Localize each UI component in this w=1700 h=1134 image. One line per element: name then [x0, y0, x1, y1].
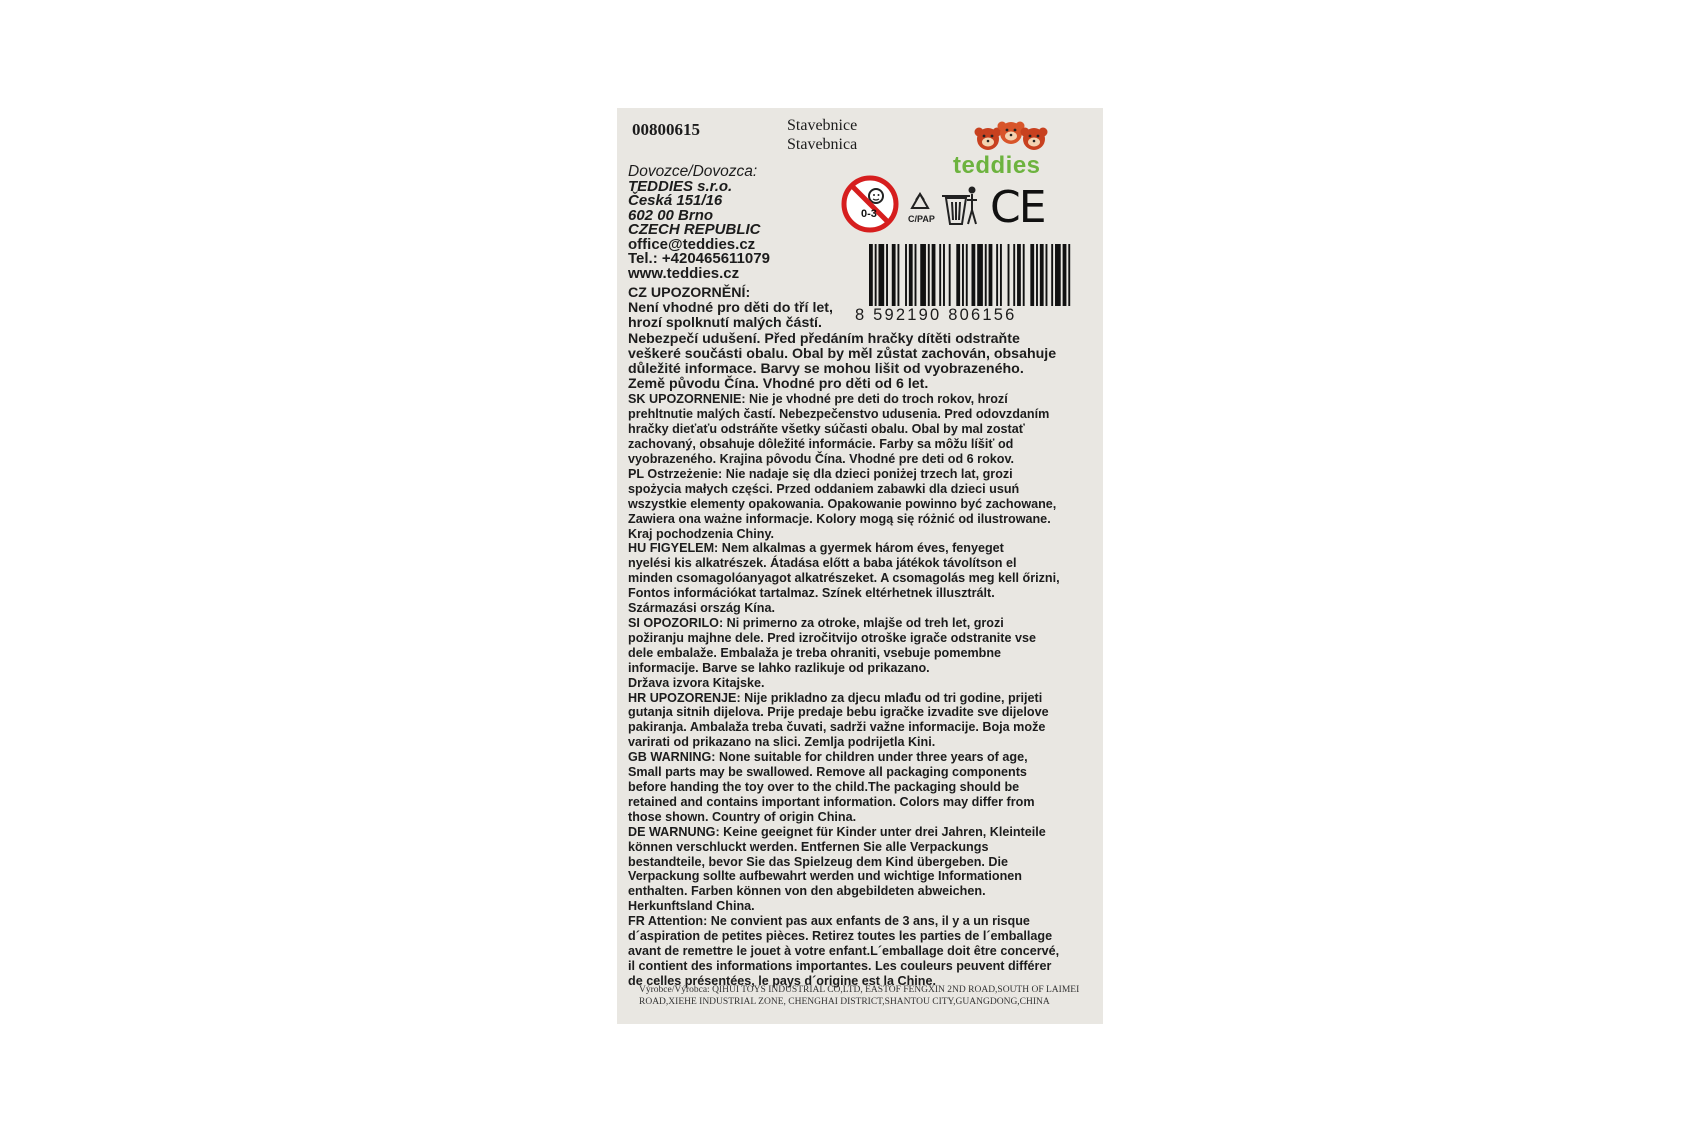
warning-line: Zawiera ona ważne informacje. Kolory mogą się różnić od ilustrowane.	[628, 511, 1051, 526]
importer-block	[628, 165, 770, 281]
warning-line: wszystkie elementy opakowania. Opakowanie powinno być zachowane,	[628, 496, 1057, 511]
warning-line: Nebezpečí udušení. Před předáním hračky dítěti odstraňte	[628, 330, 1020, 347]
product-names	[787, 116, 857, 154]
importer-phone: Tel.: +420465611079	[628, 250, 770, 267]
warning-line: CZ UPOZORNĚNÍ:	[628, 285, 751, 301]
barcode-number: 8 592190 806156	[855, 306, 1017, 324]
warning-line: Herkunftsland China.	[628, 899, 755, 914]
waste-bin-icon	[942, 188, 977, 225]
warning-line: vyobrazeného. Krajina pôvodu Čína. Vhodné pre deti od 6 rokov.	[628, 452, 1015, 467]
warning-line: Není vhodné pro děti do tří let,	[628, 300, 833, 317]
warning-cz-header	[628, 286, 864, 332]
warning-line: důležité informace. Barvy se mohou lišit od vyobrazeného.	[628, 361, 1024, 378]
warning-other-languages	[628, 392, 1098, 988]
importer-city: 602 00 Brno	[628, 206, 714, 224]
warning-line: Small parts may be swallowed. Remove all packaging components	[628, 765, 1027, 780]
brand-name: teddies	[953, 152, 1041, 179]
warning-line: prehltnutie malých častí. Nebezpečenstvo udusenia. Pred odovzdaním	[628, 407, 1050, 422]
warning-line: Država izvora Kitajske.	[628, 675, 765, 690]
warning-line: FR Attention: Ne convient pas aux enfants de 3 ans, il y a un risque	[628, 914, 1030, 929]
warnings-block	[628, 286, 1098, 989]
warning-line: enthalten. Farben können von den abgebildeten abweichen.	[628, 884, 986, 899]
product-code: 00800615	[632, 120, 700, 139]
warning-line: pakiranja. Ambalaža treba čuvati, sadrži važne informacije. Boja može	[628, 720, 1046, 735]
warning-line: hračky dieťaťu odstráňte všetky súčasti obalu. Obal by mal zostať	[628, 422, 1025, 437]
manufacturer-line-1: Výrobce/Výrobca: QIHUI TOYS INDUSTRIAL CO,LTD, EASTOF FENGXIN 2ND ROAD,SOUTH OF LAIMEI	[639, 985, 1080, 995]
warning-line: d´aspiration de petites pièces. Retirez toutes les parties de l´emballage	[628, 929, 1053, 944]
warning-line: retained and contains important information. Colors may differ from	[628, 794, 1035, 809]
warning-line: those shown. Country of origin China.	[628, 809, 857, 824]
warning-line: before handing the toy over to the child.The packaging should be	[628, 779, 1020, 794]
warning-line: zachovaný, obsahuje dôležité informácie. Farby sa môžu líšiť od	[628, 437, 1014, 452]
importer-email: office@teddies.cz	[628, 235, 756, 253]
warning-line: DE WARNUNG: Keine geeignet für Kinder unter drei Jahren, Kleinteile	[628, 824, 1046, 839]
warning-line: dele embalaže. Embalaža je treba ohraniti, vsebuje pomembne	[628, 645, 1002, 660]
warning-line: Země původu Čína. Vhodné pro děti od 6 let.	[628, 376, 929, 393]
warning-line: de celles présentées, le pays d´origine est la Chine.	[628, 973, 936, 988]
safety-symbols	[840, 174, 1080, 238]
warning-line: Fontos információkat tartalmaz. Színek eltérhetnek illusztrált.	[628, 586, 995, 601]
importer-web: www.teddies.cz	[628, 264, 740, 282]
warning-line: Kraj pochodzenia Chiny.	[628, 526, 775, 541]
warning-line: spożycia małych części. Przed oddaniem zabawki dla dzieci usuń	[628, 481, 1020, 496]
importer-company: TEDDIES s.r.o.	[628, 177, 733, 195]
warning-line: PL Ostrzeżenie: Nie nadaje się dla dzieci poniżej trzech lat, grozi	[628, 466, 1013, 481]
recycle-label: C/PAP	[908, 214, 935, 224]
importer-street: Česká 151/16	[628, 192, 723, 209]
warning-line: Verpackung sollte aufbewahrt werden und wichtige Informationen	[628, 869, 1022, 884]
warning-line: HU FIGYELEM: Nem alkalmas a gyermek három éves, fenyeget	[628, 541, 1004, 556]
manufacturer-block	[639, 984, 1079, 1008]
warning-line: Származási ország Kína.	[628, 601, 775, 616]
warning-line: GB WARNING: None suitable for children under three years of age,	[628, 750, 1028, 765]
warning-line: können verschluckt werden. Entfernen Sie alle Verpackungs	[628, 839, 989, 854]
warning-line: gutanja sitnih dijelova. Prije predaje bebu igračke izvadite sve dijelove	[628, 705, 1049, 720]
age-warning-icon	[844, 178, 896, 230]
recycle-icon	[912, 194, 928, 208]
warning-line: SI OPOZORILO: Ni primerno za otroke, mlajše od treh let, grozi	[628, 616, 1004, 631]
manufacturer-line-2: ROAD,XIEHE INDUSTRIAL ZONE, CHENGHAI DISTRICT,SHANTOU CITY,GUANGDONG,CHINA	[639, 997, 1050, 1007]
warning-line: informacije. Barve se lahko razlikuje od prikazano.	[628, 660, 930, 675]
warning-line: avant de remettre le jouet à votre enfant.L´emballage doit être concervé,	[628, 943, 1060, 958]
warning-line: veškeré součásti obalu. Obal by měl zůstat zachován, obsahuje	[628, 345, 1057, 362]
warning-cz-body	[628, 332, 1098, 393]
product-label	[617, 108, 1103, 1024]
warning-line: varirati od prikazano na slici. Zemlja podrijetla Kini.	[628, 735, 936, 750]
warning-line: požiranju majhne dele. Pred izročitvijo otroške igrače odstranite vse	[628, 630, 1037, 645]
warning-line: bestandteile, bevor Sie das Spielzeug dem Kind übergeben. Die	[628, 854, 1009, 869]
warning-line: nyelési kis alkatrészek. Átadása előtt a baba játékok távolítson el	[628, 556, 1017, 571]
ce-mark-icon: CE	[990, 182, 1045, 233]
importer-label: Dovozce/Dovozca:	[628, 163, 758, 180]
warning-line: hrozí spolknutí malých částí.	[628, 315, 822, 332]
product-name-cz: Stavebnice	[787, 117, 858, 134]
warning-line: HR UPOZORENJE: Nije prikladno za djecu mlađu od tri godine, prijeti	[628, 690, 1043, 705]
age-warning-text: 0-3	[861, 208, 877, 220]
product-name-sk: Stavebnica	[787, 136, 858, 153]
warning-line: SK UPOZORNENIE: Nie je vhodné pre deti do troch rokov, hrozí	[628, 392, 1008, 407]
warning-line: minden csomagolóanyagot alkatrészeket. A csomagolás meg kell őrizni,	[628, 571, 1060, 586]
importer-country: CZECH REPUBLIC	[628, 221, 761, 238]
warning-line: il contient des informations importantes. Les couleurs peuvent différer	[628, 958, 1052, 973]
